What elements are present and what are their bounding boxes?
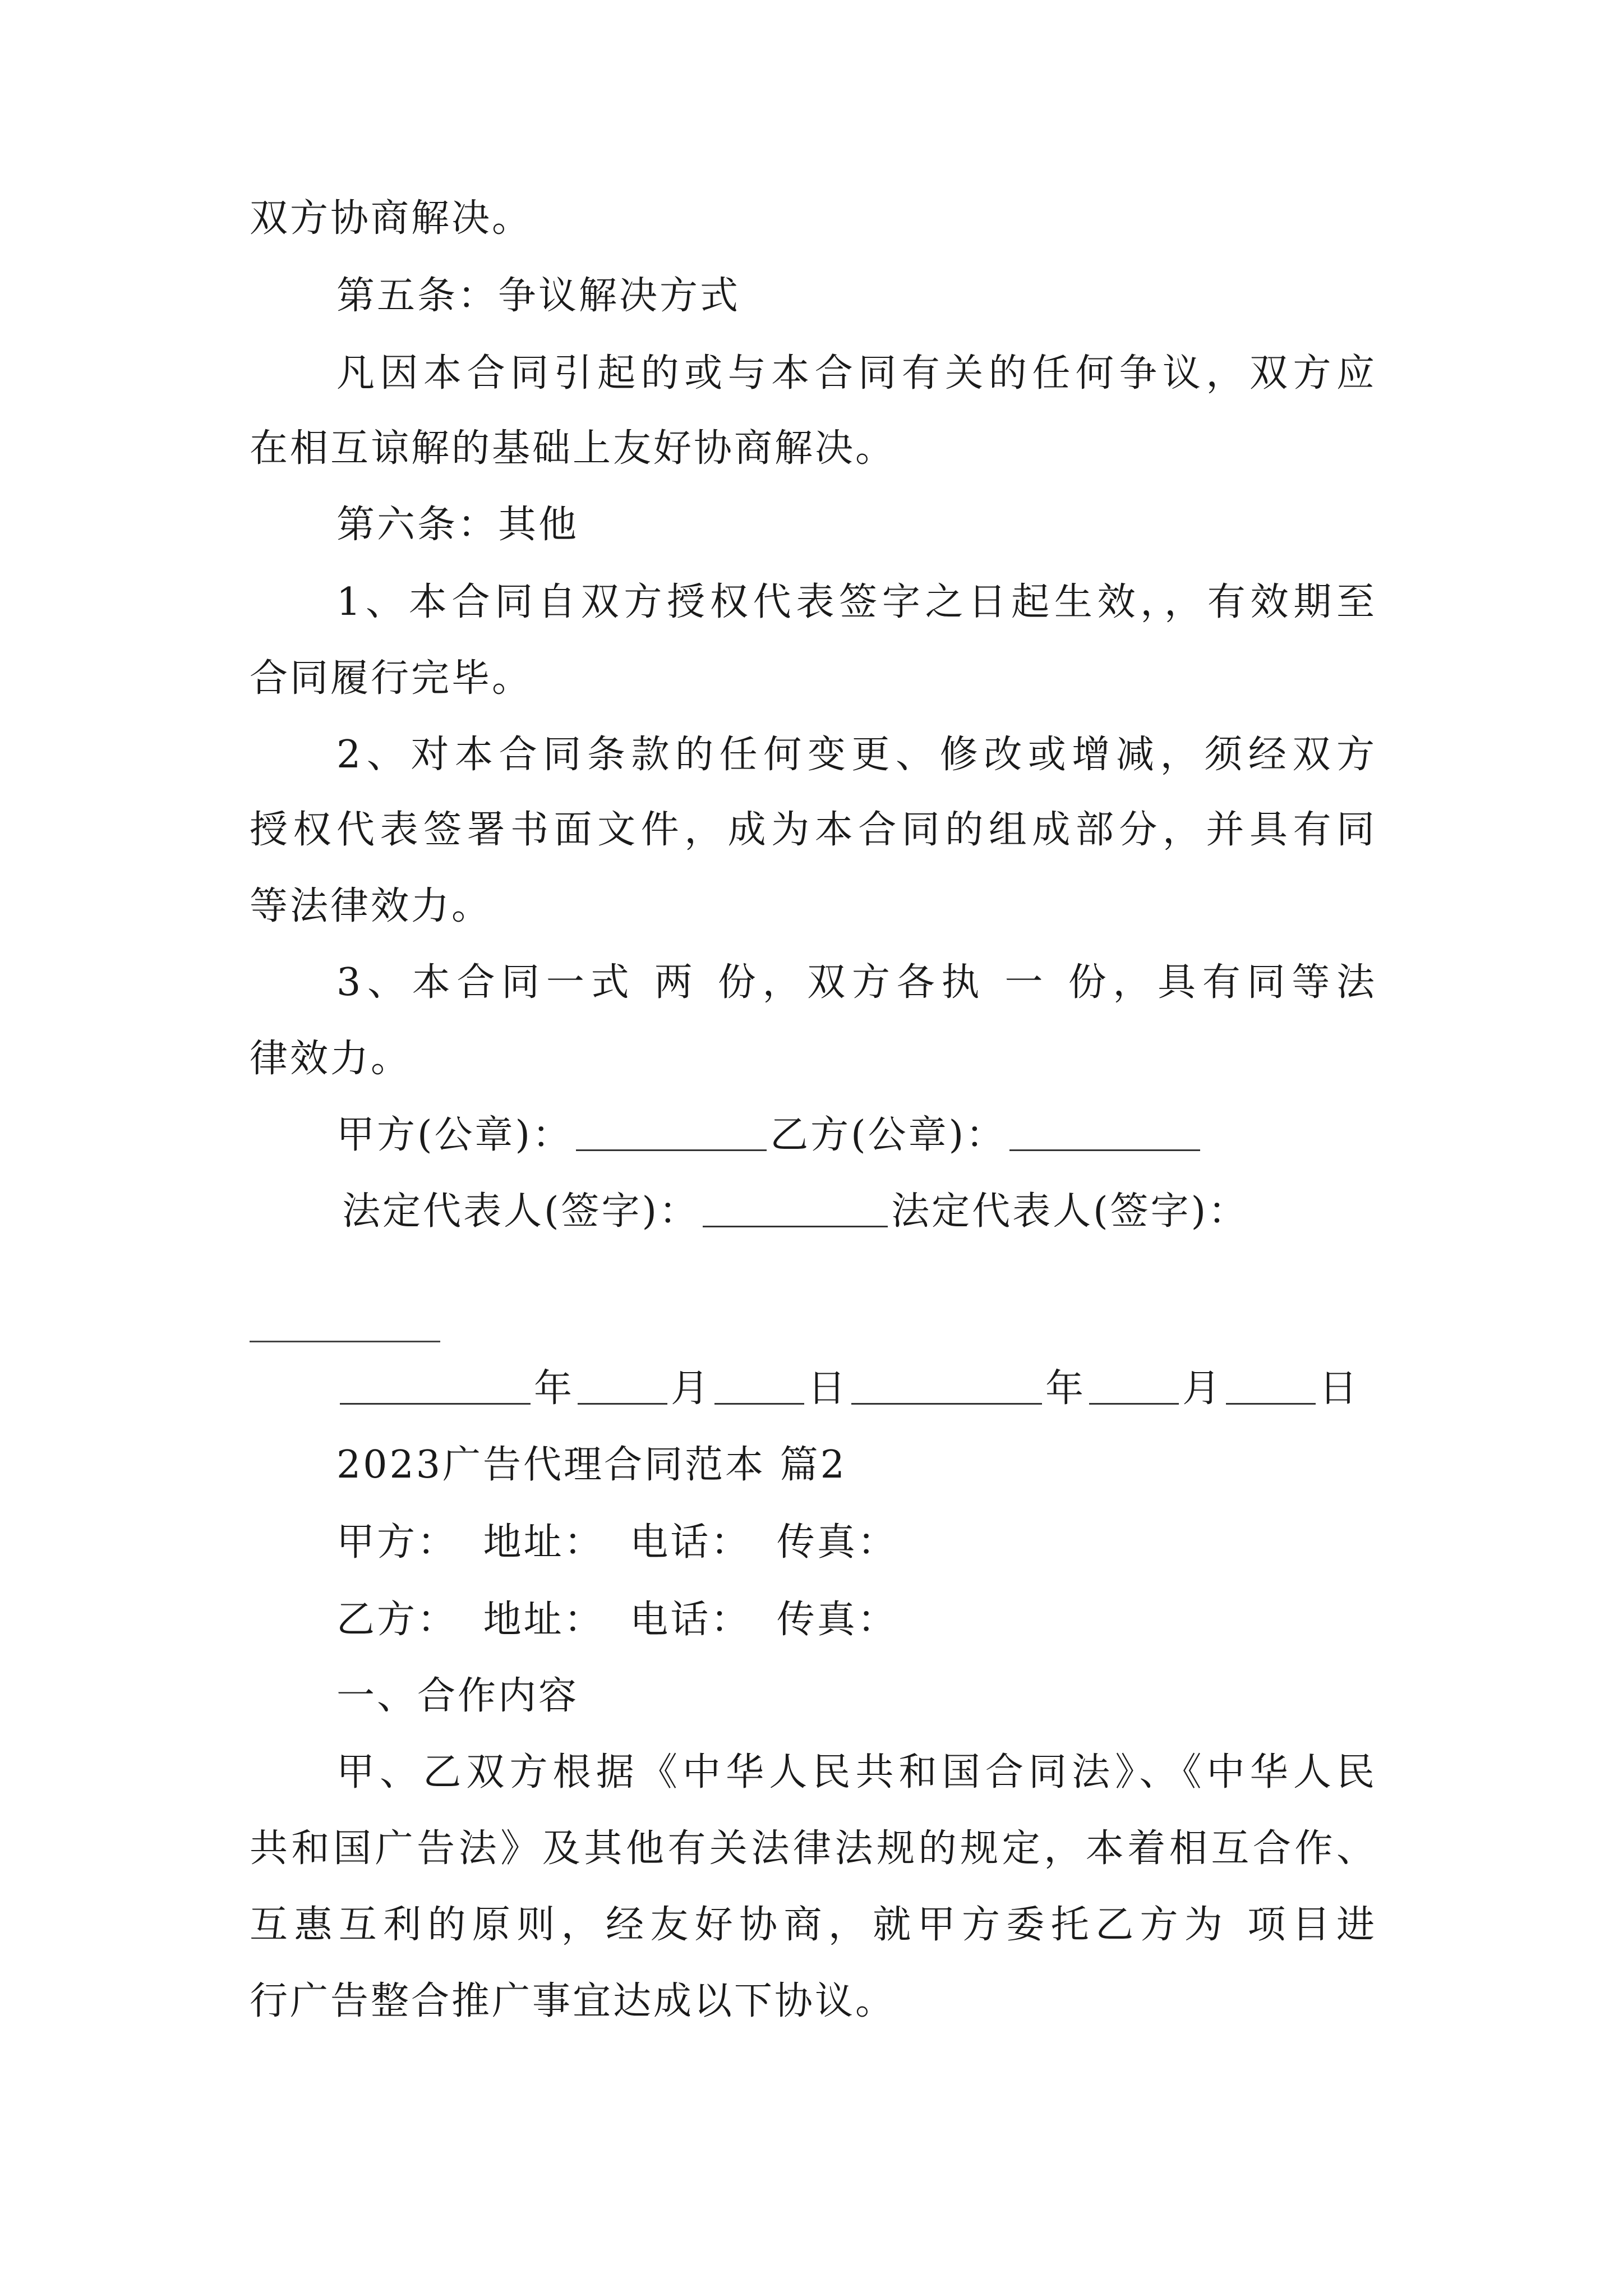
date-b-month-blank xyxy=(1089,1364,1179,1405)
party-b-info: 乙方： 地址： 电话： 传真： xyxy=(336,1598,898,1642)
article-5-heading: 第五条：争议解决方式 xyxy=(336,274,741,318)
date-a-year: 年 xyxy=(534,1366,575,1411)
date-line xyxy=(336,1361,1359,1417)
date-b-year: 年 xyxy=(1045,1366,1086,1411)
party-a-info: 甲方： 地址： 电话： 传真： xyxy=(336,1520,898,1565)
date-a-day: 日 xyxy=(808,1366,849,1411)
representative-line xyxy=(342,1184,1248,1240)
date-b-day-blank xyxy=(1226,1364,1316,1405)
party-a-seal-label: 甲方(公章)： xyxy=(336,1113,573,1157)
date-b-year-blank xyxy=(851,1364,1042,1405)
seal-line xyxy=(336,1107,1204,1163)
text-line: 在相互谅解的基础上友好协商解决。 xyxy=(250,426,896,471)
text-line: 双方协商解决。 xyxy=(250,196,533,241)
party-b-rep-blank xyxy=(250,1341,440,1342)
party-b-seal-blank xyxy=(1009,1110,1200,1151)
party-b-seal-label: 乙方(公章)： xyxy=(770,1113,1007,1157)
text-line: 合同履行完毕。 xyxy=(250,656,533,701)
section-heading: 2023广告代理合同范本 篇2 xyxy=(336,1443,847,1487)
text-line: 等法律效力。 xyxy=(250,884,492,928)
text-line: 行广告整合推广事宜达成以下协议。 xyxy=(250,1979,896,2023)
party-a-rep-blank xyxy=(703,1186,888,1227)
date-a-day-blank xyxy=(714,1364,804,1405)
party-a-rep-label: 法定代表人(签字)： xyxy=(342,1189,700,1234)
date-b-month: 月 xyxy=(1182,1366,1223,1411)
text-line: 律效力。 xyxy=(250,1037,412,1081)
text-line: 1、本合同自双方授权代表签字之日起生效，，有效期至 xyxy=(336,580,1377,624)
date-b-day: 日 xyxy=(1319,1366,1360,1411)
text-line: 凡因本合同引起的或与本合同有关的任何争议，双方应 xyxy=(336,351,1377,395)
date-a-month: 月 xyxy=(671,1366,712,1411)
text-line: 互惠互利的原则，经友好协商，就甲方委托乙方为 项目进 xyxy=(250,1903,1377,1947)
text-line: 授权代表签署书面文件，成为本合同的组成部分，并具有同 xyxy=(250,808,1377,852)
cooperation-heading: 一、合作内容 xyxy=(336,1674,579,1718)
text-line: 3、本合同一式 两 份，双方各执 一 份，具有同等法 xyxy=(336,960,1377,1005)
party-a-seal-blank xyxy=(576,1110,767,1151)
article-6-heading: 第六条：其他 xyxy=(336,503,579,547)
date-a-month-blank xyxy=(578,1364,667,1405)
text-line: 2、对本合同条款的任何变更、修改或增减，须经双方 xyxy=(336,733,1377,777)
text-line: 甲、乙双方根据《中华人民共和国合同法》、《中华人民 xyxy=(336,1750,1377,1795)
party-b-rep-label: 法定代表人(签字)： xyxy=(891,1189,1249,1234)
date-a-year-blank xyxy=(340,1364,531,1405)
text-line: 共和国广告法》及其他有关法律法规的规定，本着相互合作、 xyxy=(250,1826,1377,1871)
